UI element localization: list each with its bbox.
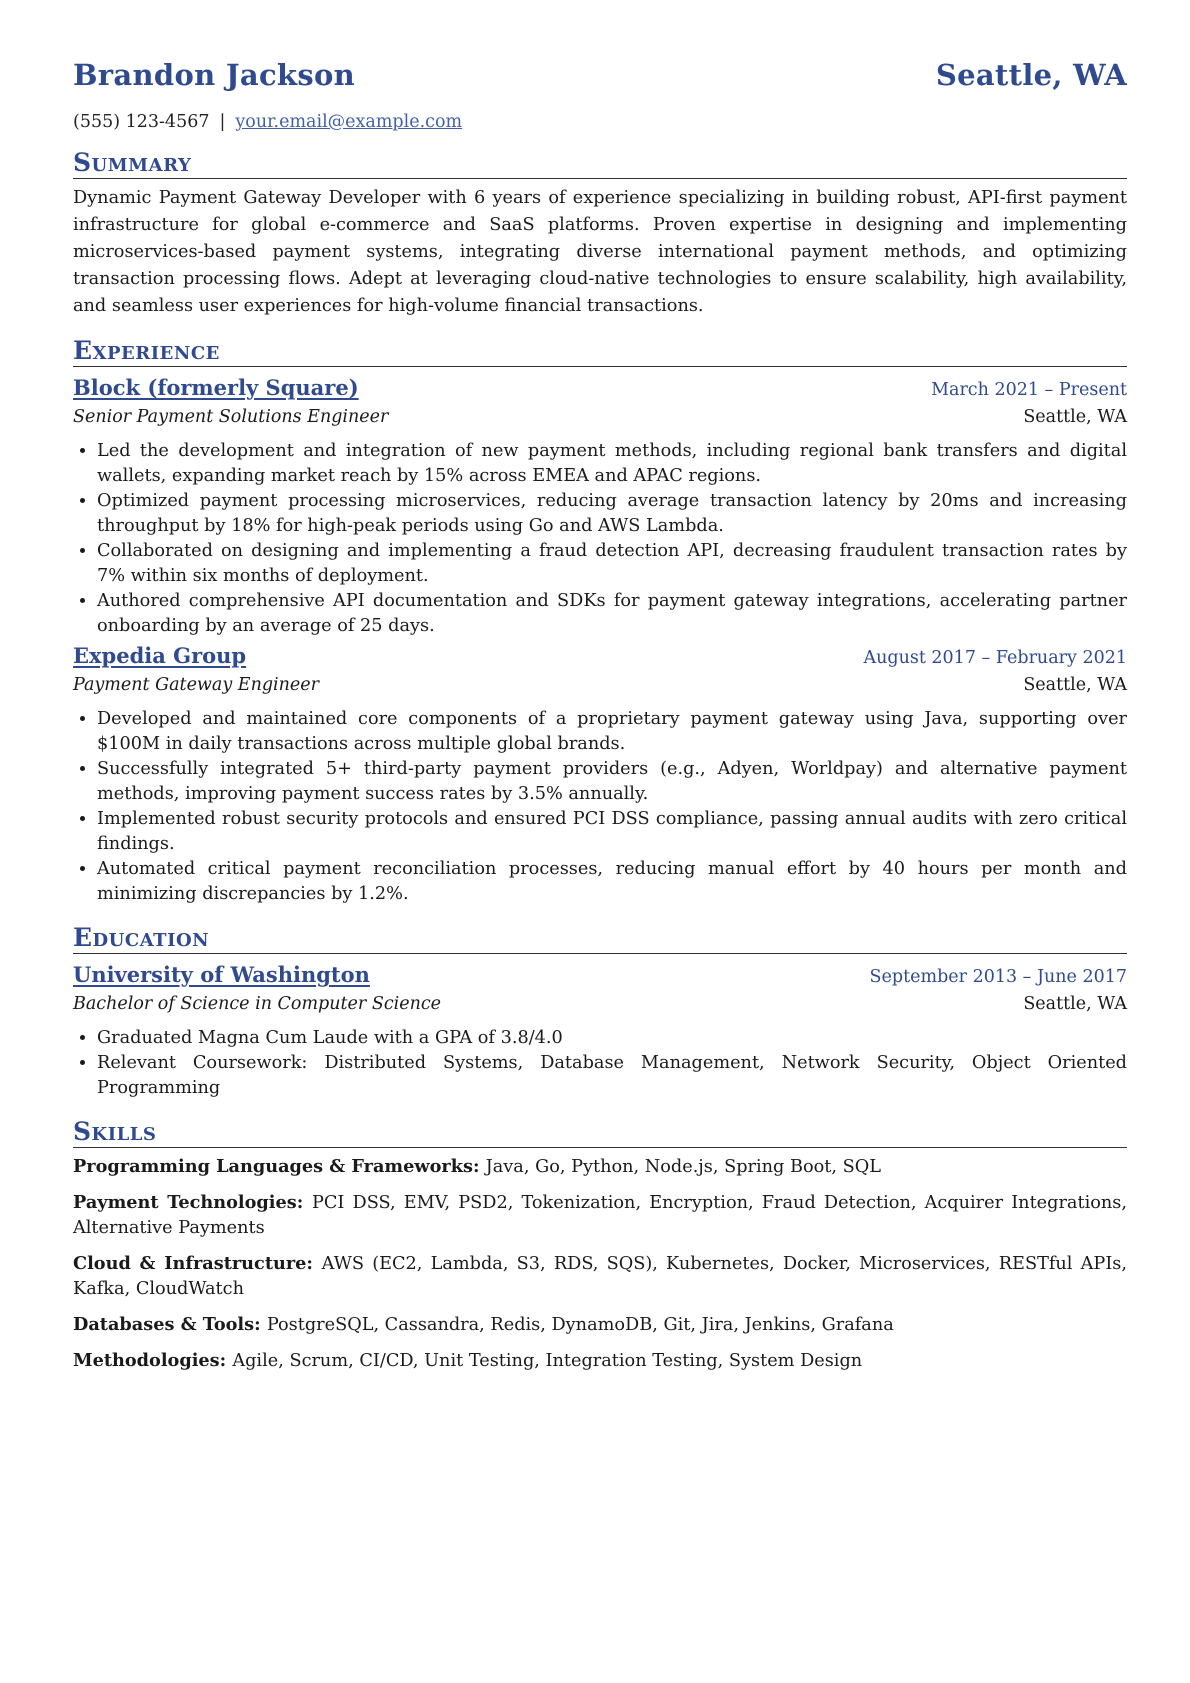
job-dates: March 2021 – Present	[931, 380, 1127, 400]
email-link[interactable]: your.email@example.com	[235, 112, 463, 132]
section-title-education: Education	[73, 923, 1127, 954]
bullet-item: • Implemented robust security protocols and ensured PCI DSS compliance, passing annual audits with zero critical findings.	[97, 807, 1127, 857]
job-dates: August 2017 – February 2021	[863, 648, 1127, 668]
job-location: Seattle, WA	[1023, 675, 1127, 695]
company-link[interactable]: Block (formerly Square)	[73, 375, 359, 400]
job-bullets	[73, 707, 1127, 907]
bullet-item: • Automated critical payment reconciliation processes, reducing manual effort by 40 hours per month and minimizing discrepancies by 1.2%.	[97, 857, 1127, 907]
education-entry	[73, 960, 1127, 1101]
skill-value: PCI DSS, EMV, PSD2, Tokenization, Encryption, Fraud Detection, Acquirer Integrations, Alternative Payments	[73, 1193, 1127, 1238]
skill-row	[73, 1251, 1127, 1302]
section-title-summary: Summary	[73, 148, 1127, 179]
bullet-item: • Relevant Coursework: Distributed Systems, Database Management, Network Security, Object Oriented Programming	[97, 1051, 1127, 1101]
education-location: Seattle, WA	[1023, 994, 1127, 1014]
company-link[interactable]: Expedia Group	[73, 643, 247, 668]
skill-label: Payment Technologies:	[73, 1192, 312, 1213]
contact-separator: |	[219, 112, 226, 132]
skill-value: AWS (EC2, Lambda, S3, RDS, SQS), Kubernetes, Docker, Microservices, RESTful APIs, Kafka, CloudWatch	[73, 1254, 1128, 1299]
job-role: Senior Payment Solutions Engineer	[73, 407, 389, 427]
education-bullets	[73, 1026, 1127, 1101]
skill-row	[73, 1348, 1127, 1374]
summary-text: Dynamic Payment Gateway Developer with 6 years of experience specializing in building robust, API-first payment infrastructure for global e-commerce and SaaS platforms. Proven expertise in designing and implementing microservices-based payment systems, integrating diverse international payment methods, and optimizing transaction processing flows. Adept at leveraging cloud-native technologies to ensure scalability, high availability, and seamless user experiences for high-volume financial transactions.	[73, 188, 1127, 316]
bullet-item: • Optimized payment processing microservices, reducing average transaction latency by 20ms and increasing throughput by 18% for high-peak periods using Go and AWS Lambda.	[97, 489, 1127, 539]
bullet-item: • Successfully integrated 5+ third-party payment providers (e.g., Adyen, Worldpay) and alternative payment methods, improving payment success rates by 3.5% annually.	[97, 757, 1127, 807]
education-dates: September 2013 – June 2017	[869, 967, 1127, 987]
bullet-item: • Collaborated on designing and implementing a fraud detection API, decreasing fraudulent transaction rates by 7% within six months of deployment.	[97, 539, 1127, 589]
skill-value: Agile, Scrum, CI/CD, Unit Testing, Integration Testing, System Design	[232, 1351, 863, 1371]
bullet-item: • Developed and maintained core components of a proprietary payment gateway using Java, supporting over $100M in daily transactions across multiple global brands.	[97, 707, 1127, 757]
skill-label: Cloud & Infrastructure:	[73, 1253, 322, 1274]
job-entry	[73, 373, 1127, 639]
bullet-item: • Authored comprehensive API documentation and SDKs for payment gateway integrations, accelerating partner onboarding by an average of 25 days.	[97, 589, 1127, 639]
skill-value: Java, Go, Python, Node.js, Spring Boot, SQL	[485, 1157, 882, 1177]
bullet-item: • Graduated Magna Cum Laude with a GPA of 3.8/4.0	[97, 1026, 1127, 1051]
candidate-location: Seattle, WA	[935, 58, 1127, 92]
contact-line	[73, 112, 1127, 132]
resume-page	[73, 58, 1127, 1374]
job-bullets	[73, 439, 1127, 639]
degree: Bachelor of Science in Computer Science	[73, 994, 442, 1014]
job-role: Payment Gateway Engineer	[73, 675, 319, 695]
skills-list	[73, 1154, 1127, 1374]
skill-row	[73, 1312, 1127, 1338]
skill-label: Programming Languages & Frameworks:	[73, 1156, 486, 1177]
bullet-item: • Led the development and integration of new payment methods, including regional bank transfers and digital wallets, expanding market reach by 15% across EMEA and APAC regions.	[97, 439, 1127, 489]
skill-value: PostgreSQL, Cassandra, Redis, DynamoDB, Git, Jira, Jenkins, Grafana	[266, 1315, 894, 1335]
section-title-skills: Skills	[73, 1117, 1127, 1148]
phone-number: (555) 123-4567	[73, 112, 210, 132]
skill-label: Databases & Tools:	[73, 1314, 267, 1335]
section-title-experience: Experience	[73, 336, 1127, 367]
skill-row	[73, 1190, 1127, 1241]
resume-header	[73, 58, 1127, 106]
skill-row	[73, 1154, 1127, 1180]
school-link[interactable]: University of Washington	[73, 962, 370, 987]
skill-label: Methodologies:	[73, 1350, 233, 1371]
candidate-name: Brandon Jackson	[73, 58, 355, 92]
job-location: Seattle, WA	[1023, 407, 1127, 427]
job-entry	[73, 641, 1127, 907]
